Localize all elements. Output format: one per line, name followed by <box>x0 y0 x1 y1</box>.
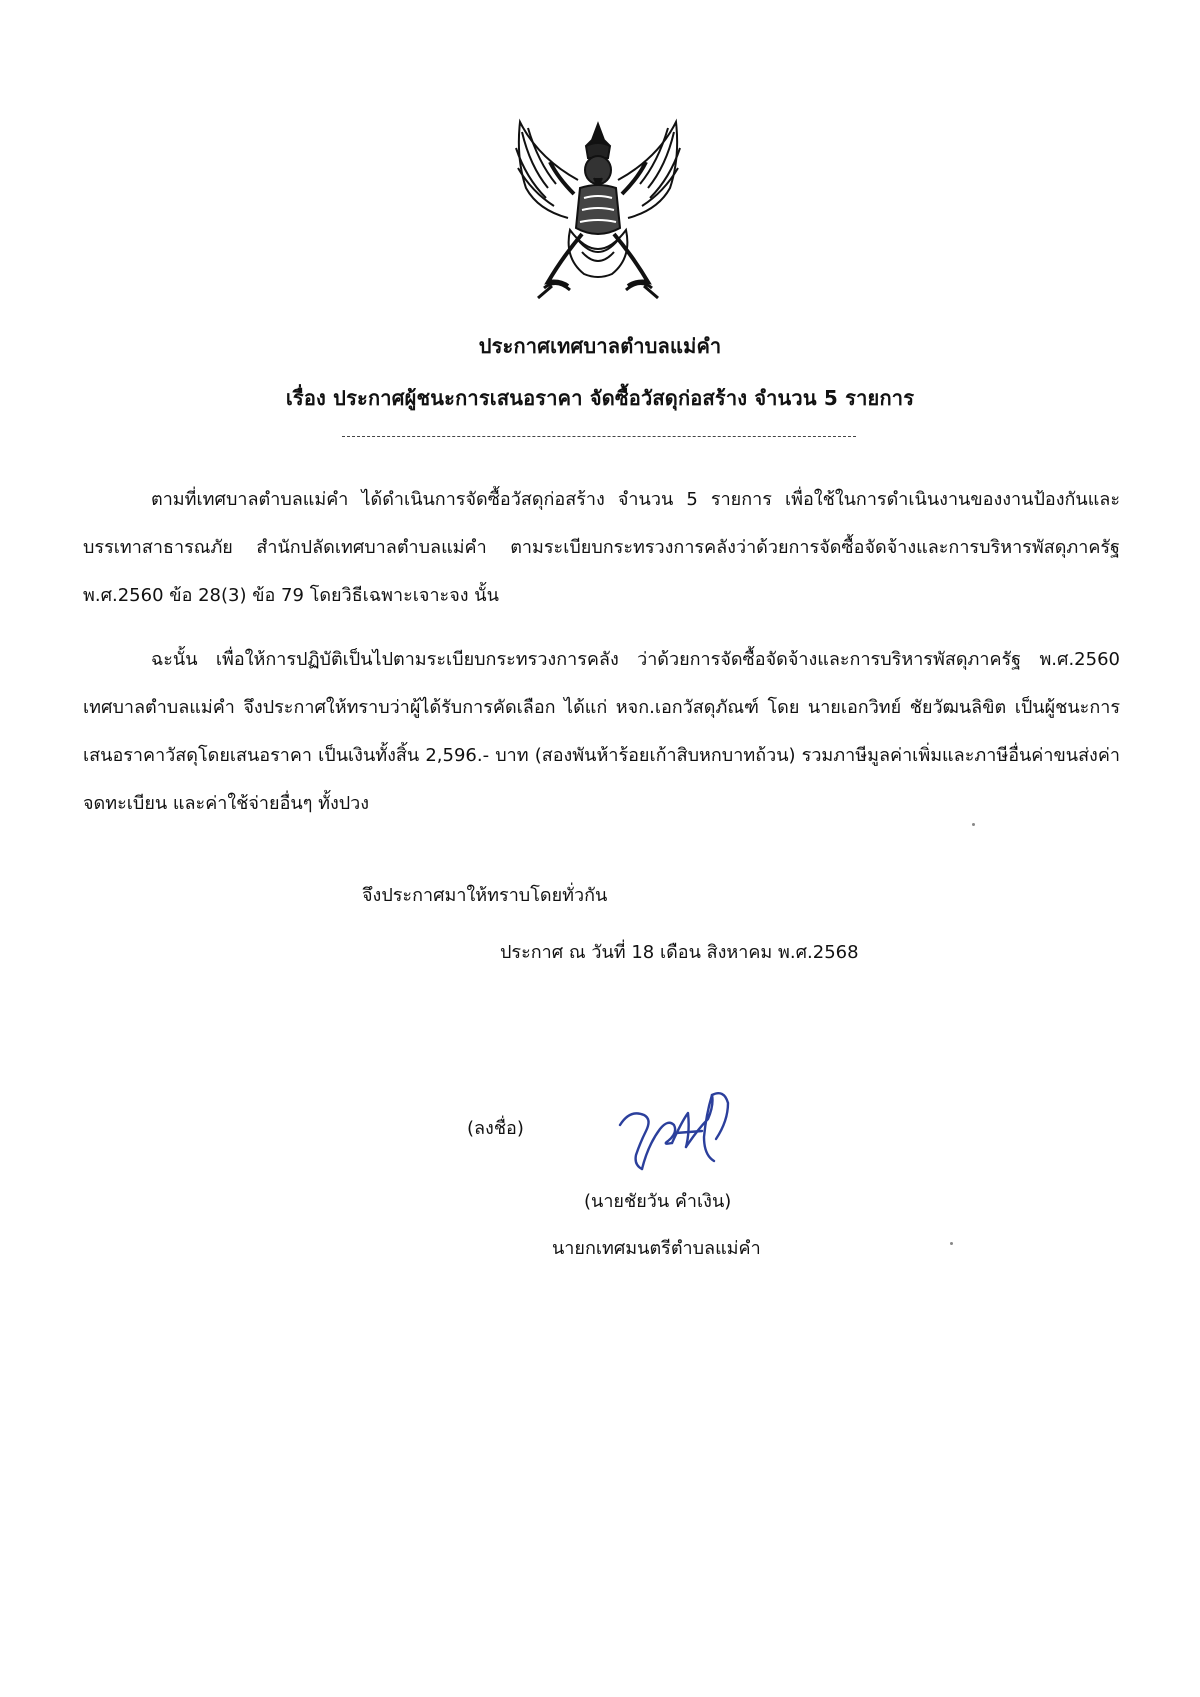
scan-speck <box>950 1242 953 1245</box>
paragraph-award <box>83 636 1120 828</box>
garuda-emblem-icon <box>508 118 688 304</box>
announcement-date: ประกาศ ณ วันที่ 18 เดือน สิงหาคม พ.ศ.2568 <box>500 942 859 963</box>
announcement-subject: เรื่อง ประกาศผู้ชนะการเสนอราคา จัดซื้อวัสดุก่อสร้าง จำนวน 5 รายการ <box>285 386 915 410</box>
announcement-title: ประกาศเทศบาลตำบลแม่คำ <box>478 334 722 358</box>
closing-statement: จึงประกาศมาให้ทราบโดยทั่วกัน <box>362 885 608 906</box>
signature-label: (ลงชื่อ) <box>467 1118 524 1139</box>
title-divider <box>342 436 856 437</box>
paragraph-background <box>83 476 1120 620</box>
handwritten-signature <box>616 1085 736 1183</box>
signatory-name: (นายชัยวัน คำเงิน) <box>584 1191 732 1212</box>
paragraph-background-text: ตามที่เทศบาลตำบลแม่คำ ได้ดำเนินการจัดซื้อวัสดุก่อสร้าง จำนวน 5 รายการ เพื่อใช้ในการดำเนินงานของงานป้องกันและบรรเทาสาธารณภัย สำนักปลัดเทศบาลตำบลแม่คำ ตามระเบียบกระทรวงการคลังว่าด้วยการจัดซื้อจัดจ้างและการบริหารพัสดุภาครัฐ พ.ศ.2560 ข้อ 28(3) ข้อ 79 โดยวิธีเฉพาะเจาะจง นั้น <box>83 489 1120 606</box>
signatory-position: นายกเทศมนตรีตำบลแม่คำ <box>552 1238 761 1259</box>
scan-speck <box>972 823 975 826</box>
paragraph-award-text: ฉะนั้น เพื่อให้การปฏิบัติเป็นไปตามระเบียบกระทรวงการคลัง ว่าด้วยการจัดซื้อจัดจ้างและการบริหารพัสดุภาครัฐ พ.ศ.2560 เทศบาลตำบลแม่คำ จึงประกาศให้ทราบว่าผู้ได้รับการคัดเลือก ได้แก่ หจก.เอกวัสดุภัณฑ์ โดย นายเอกวิทย์ ชัยวัฒนลิขิต เป็นผู้ชนะการเสนอราคาวัสดุโดยเสนอราคา เป็นเงินทั้งสิ้น 2,596.- บาท (สองพันห้าร้อยเก้าสิบหกบาทถ้วน) รวมภาษีมูลค่าเพิ่มและภาษีอื่นค่าขนส่งค่าจดทะเบียน และค่าใช้จ่ายอื่นๆ ทั้งปวง <box>83 649 1120 814</box>
